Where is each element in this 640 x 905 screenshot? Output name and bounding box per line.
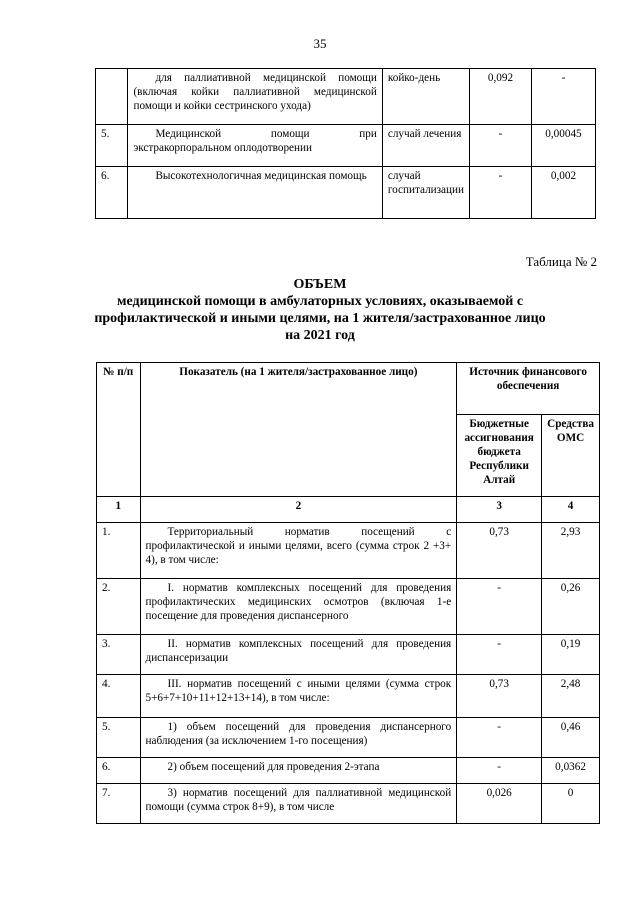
col-number: 4	[542, 497, 600, 523]
indicator-cell: II. норматив комплексных посещений для проведения диспансеризации	[140, 635, 457, 675]
table-label: Таблица № 2	[525, 254, 597, 269]
budget-cell: -	[457, 758, 542, 784]
table-row	[97, 523, 600, 579]
table-row	[97, 718, 600, 758]
indicator-cell: для паллиативной медицинской помощи (включая койки паллиативной медицинской помощи и койки сестринского ухода)	[128, 69, 382, 125]
document-title	[80, 276, 560, 344]
row-number: 7.	[97, 784, 141, 824]
budget-cell: 0,092	[469, 69, 531, 125]
table-row	[97, 635, 600, 675]
unit-cell: случай лечения	[382, 125, 469, 167]
title-line: медицинской помощи в амбулаторных условиях, оказываемой с	[116, 294, 524, 309]
unit-cell: койко-день	[382, 69, 469, 125]
title-line: на 2021 год	[285, 328, 355, 343]
col-number: 2	[140, 497, 457, 523]
row-number	[96, 69, 128, 125]
title-line: ОБЪЕМ	[293, 277, 347, 292]
oms-cell: -	[531, 69, 595, 125]
table-row	[97, 784, 600, 824]
row-number: 4.	[97, 675, 141, 718]
header-indicator: Показатель (на 1 жителя/застрахованное лицо)	[140, 363, 457, 497]
indicator-cell: 1) объем посещений для проведения диспансерного наблюдения (за исключением 1-го посещения)	[140, 718, 457, 758]
table-row	[96, 167, 596, 219]
row-number: 6.	[96, 167, 128, 219]
col-number: 1	[97, 497, 141, 523]
indicator-cell: Высокотехнологичная медицинская помощь	[128, 167, 382, 219]
table-row	[96, 69, 596, 125]
column-number-row	[97, 497, 600, 523]
header-oms: Средства ОМС	[542, 415, 600, 497]
title-line: профилактической и иными целями, на 1 жителя/застрахованное лицо	[94, 311, 546, 326]
row-number: 2.	[97, 579, 141, 635]
header-num: № п/п	[97, 363, 141, 497]
budget-cell: -	[469, 125, 531, 167]
indicator-cell: I. норматив комплексных посещений для проведения профилактических медицинских осмотров (включая 1-е посещение для проведения диспансерного	[140, 579, 457, 635]
budget-cell: 0,73	[457, 523, 542, 579]
table-row	[97, 675, 600, 718]
page-number: 35	[313, 36, 327, 51]
indicator-cell: Медицинской помощи при экстракорпоральном оплодотворении	[128, 125, 382, 167]
budget-cell: -	[469, 167, 531, 219]
row-number: 3.	[97, 635, 141, 675]
table-row	[97, 579, 600, 635]
oms-cell: 0,19	[542, 635, 600, 675]
volume-table	[96, 362, 600, 824]
budget-cell: -	[457, 635, 542, 675]
header-budget: Бюджетные ассигнования бюджета Республики Алтай	[457, 415, 542, 497]
row-number: 5.	[97, 718, 141, 758]
row-number: 5.	[96, 125, 128, 167]
continuation-table	[95, 68, 596, 219]
header-source: Источник финансового обеспечения	[457, 363, 600, 415]
header-row	[97, 363, 600, 415]
oms-cell: 0,0362	[542, 758, 600, 784]
budget-cell: 0,026	[457, 784, 542, 824]
col-number: 3	[457, 497, 542, 523]
budget-cell: -	[457, 718, 542, 758]
row-number: 1.	[97, 523, 141, 579]
indicator-cell: 2) объем посещений для проведения 2-этапа	[140, 758, 457, 784]
budget-cell: 0,73	[457, 675, 542, 718]
indicator-cell: III. норматив посещений с иными целями (сумма строк 5+6+7+10+11+12+13+14), в том числе:	[140, 675, 457, 718]
table-row	[97, 758, 600, 784]
oms-cell: 0,46	[542, 718, 600, 758]
unit-cell: случай госпитализации	[382, 167, 469, 219]
table-row	[96, 125, 596, 167]
oms-cell: 2,48	[542, 675, 600, 718]
budget-cell: -	[457, 579, 542, 635]
indicator-cell: Территориальный норматив посещений с профилактической и иными целями, всего (сумма строк 2 +3+ 4), в том числе:	[140, 523, 457, 579]
row-number: 6.	[97, 758, 141, 784]
oms-cell: 0,26	[542, 579, 600, 635]
oms-cell: 2,93	[542, 523, 600, 579]
oms-cell: 0,00045	[531, 125, 595, 167]
oms-cell: 0	[542, 784, 600, 824]
indicator-cell: 3) норматив посещений для паллиативной медицинской помощи (сумма строк 8+9), в том числе	[140, 784, 457, 824]
oms-cell: 0,002	[531, 167, 595, 219]
